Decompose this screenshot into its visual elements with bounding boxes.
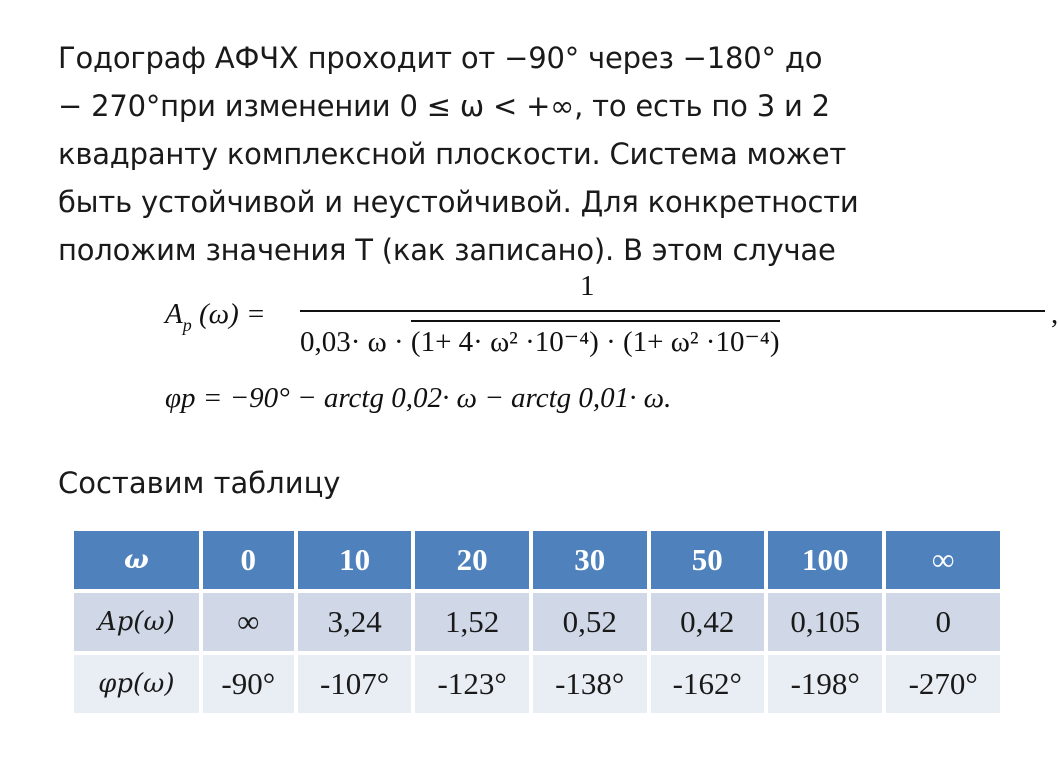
formula-block (165, 270, 1058, 440)
phase-formula: φp = −90° − arctg 0,02· ω − arctg 0,01· ω. (165, 382, 672, 414)
header-cell: 0 (201, 529, 296, 591)
denominator-prefix: 0,03· ω · (300, 326, 404, 358)
table-cell: ∞ (201, 591, 296, 653)
paragraph-line-2: − 270°при изменении 0 ≤ ω < +∞, то есть по 3 и 2 (58, 89, 830, 123)
table-cell: -107° (296, 653, 414, 715)
header-cell: ∞ (884, 529, 1002, 591)
amplitude-lhs (165, 298, 266, 335)
table-cell: 0,42 (649, 591, 767, 653)
body-paragraph (58, 34, 978, 274)
table-cell: 0,52 (531, 591, 649, 653)
header-cell: 100 (766, 529, 884, 591)
table-cell: -162° (649, 653, 767, 715)
header-cell: 10 (296, 529, 414, 591)
amplitude-argument: (ω) = (191, 298, 266, 330)
paragraph-line-5: положим значения T (как записано). В этом случае (58, 233, 836, 267)
table-row (72, 653, 1002, 715)
formula-comma: , (1051, 298, 1058, 330)
table-cell: -123° (413, 653, 531, 715)
table-cell: 0 (884, 591, 1002, 653)
fraction-numerator: 1 (580, 270, 595, 302)
paragraph-line-1: Годограф АФЧХ проходит от −90° через −180° до (58, 41, 823, 75)
header-cell: 30 (531, 529, 649, 591)
table-cell: 0,105 (766, 591, 884, 653)
table-header-row (72, 529, 1002, 591)
values-table (72, 529, 1002, 715)
table-cell: -270° (884, 653, 1002, 715)
amplitude-subscript: p (182, 315, 192, 335)
paragraph-line-3: квадранту комплексной плоскости. Система может (58, 137, 847, 171)
table-cell: 3,24 (296, 591, 414, 653)
row-label: φp(ω) (72, 653, 201, 715)
header-cell: 20 (413, 529, 531, 591)
table-cell: -90° (201, 653, 296, 715)
table-cell: -198° (766, 653, 884, 715)
table-cell: -138° (531, 653, 649, 715)
table-caption: Составим таблицу (58, 466, 341, 500)
table-row (72, 591, 1002, 653)
amplitude-symbol: A (165, 298, 183, 330)
paragraph-line-4: быть устойчивой и неустойчивой. Для конкретности (58, 185, 859, 219)
denominator-sqrt: (1+ 4· ω² ·10⁻⁴) · (1+ ω² ·10⁻⁴) (411, 320, 780, 359)
header-cell: ω (72, 529, 201, 591)
fraction-denominator (300, 320, 780, 359)
table-cell: 1,52 (413, 591, 531, 653)
fraction-bar (300, 310, 1045, 312)
header-cell: 50 (649, 529, 767, 591)
row-label: Ap(ω) (72, 591, 201, 653)
